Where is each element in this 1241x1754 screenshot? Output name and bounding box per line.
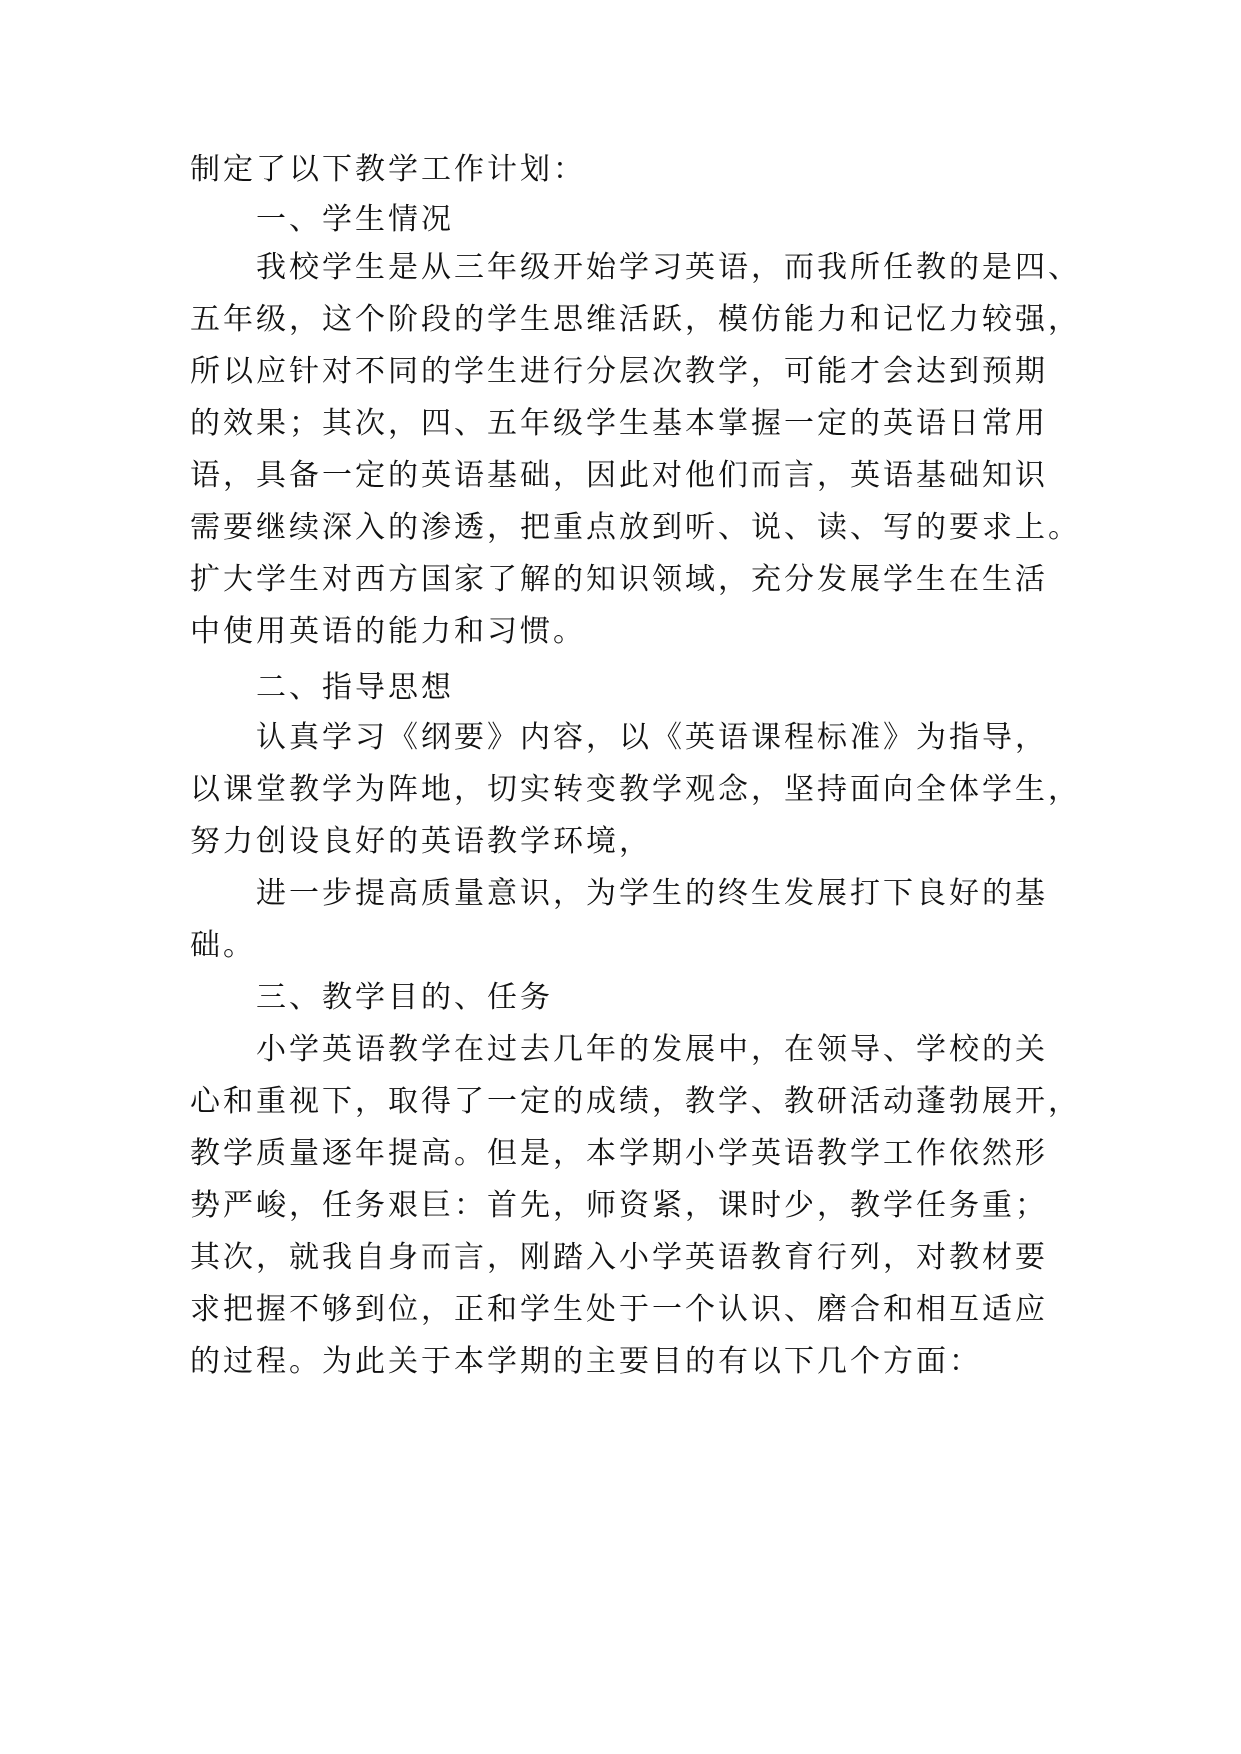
section-heading: 一、学生情况 <box>256 202 454 237</box>
text-line: 我校学生是从三年级开始学习英语，而我所任教的是四、 <box>256 250 1081 285</box>
text-line: 认真学习《纲要》内容，以《英语课程标准》为指导， <box>256 720 1048 755</box>
text-line: 以课堂教学为阵地，切实转变教学观念，坚持面向全体学生， <box>190 772 1081 807</box>
text-line: 语，具备一定的英语基础，因此对他们而言，英语基础知识 <box>190 458 1048 493</box>
text-line: 教学质量逐年提高。但是，本学期小学英语教学工作依然形 <box>190 1136 1048 1171</box>
text-line: 努力创设良好的英语教学环境， <box>190 824 652 859</box>
text-line: 心和重视下，取得了一定的成绩，教学、教研活动蓬勃展开， <box>190 1084 1081 1119</box>
text-line: 求把握不够到位，正和学生处于一个认识、磨合和相互适应 <box>190 1292 1048 1327</box>
text-line: 其次，就我自身而言，刚踏入小学英语教育行列，对教材要 <box>190 1240 1048 1275</box>
text-line: 制定了以下教学工作计划： <box>190 152 586 187</box>
section-heading: 三、教学目的、任务 <box>256 980 553 1015</box>
text-line: 的过程。为此关于本学期的主要目的有以下几个方面： <box>190 1344 982 1379</box>
text-line: 础。 <box>190 928 256 963</box>
text-line: 进一步提高质量意识，为学生的终生发展打下良好的基 <box>256 876 1048 911</box>
text-line: 势严峻，任务艰巨：首先，师资紧，课时少，教学任务重； <box>190 1188 1048 1223</box>
text-line: 五年级，这个阶段的学生思维活跃，模仿能力和记忆力较强， <box>190 302 1081 337</box>
text-line: 需要继续深入的渗透，把重点放到听、说、读、写的要求上。 <box>190 510 1081 545</box>
section-heading: 二、指导思想 <box>256 670 454 705</box>
text-line: 的效果；其次，四、五年级学生基本掌握一定的英语日常用 <box>190 406 1048 441</box>
text-line: 所以应针对不同的学生进行分层次教学，可能才会达到预期 <box>190 354 1048 389</box>
text-line: 中使用英语的能力和习惯。 <box>190 614 586 649</box>
text-line: 小学英语教学在过去几年的发展中，在领导、学校的关 <box>256 1032 1048 1067</box>
text-line: 扩大学生对西方国家了解的知识领域，充分发展学生在生活 <box>190 562 1048 597</box>
